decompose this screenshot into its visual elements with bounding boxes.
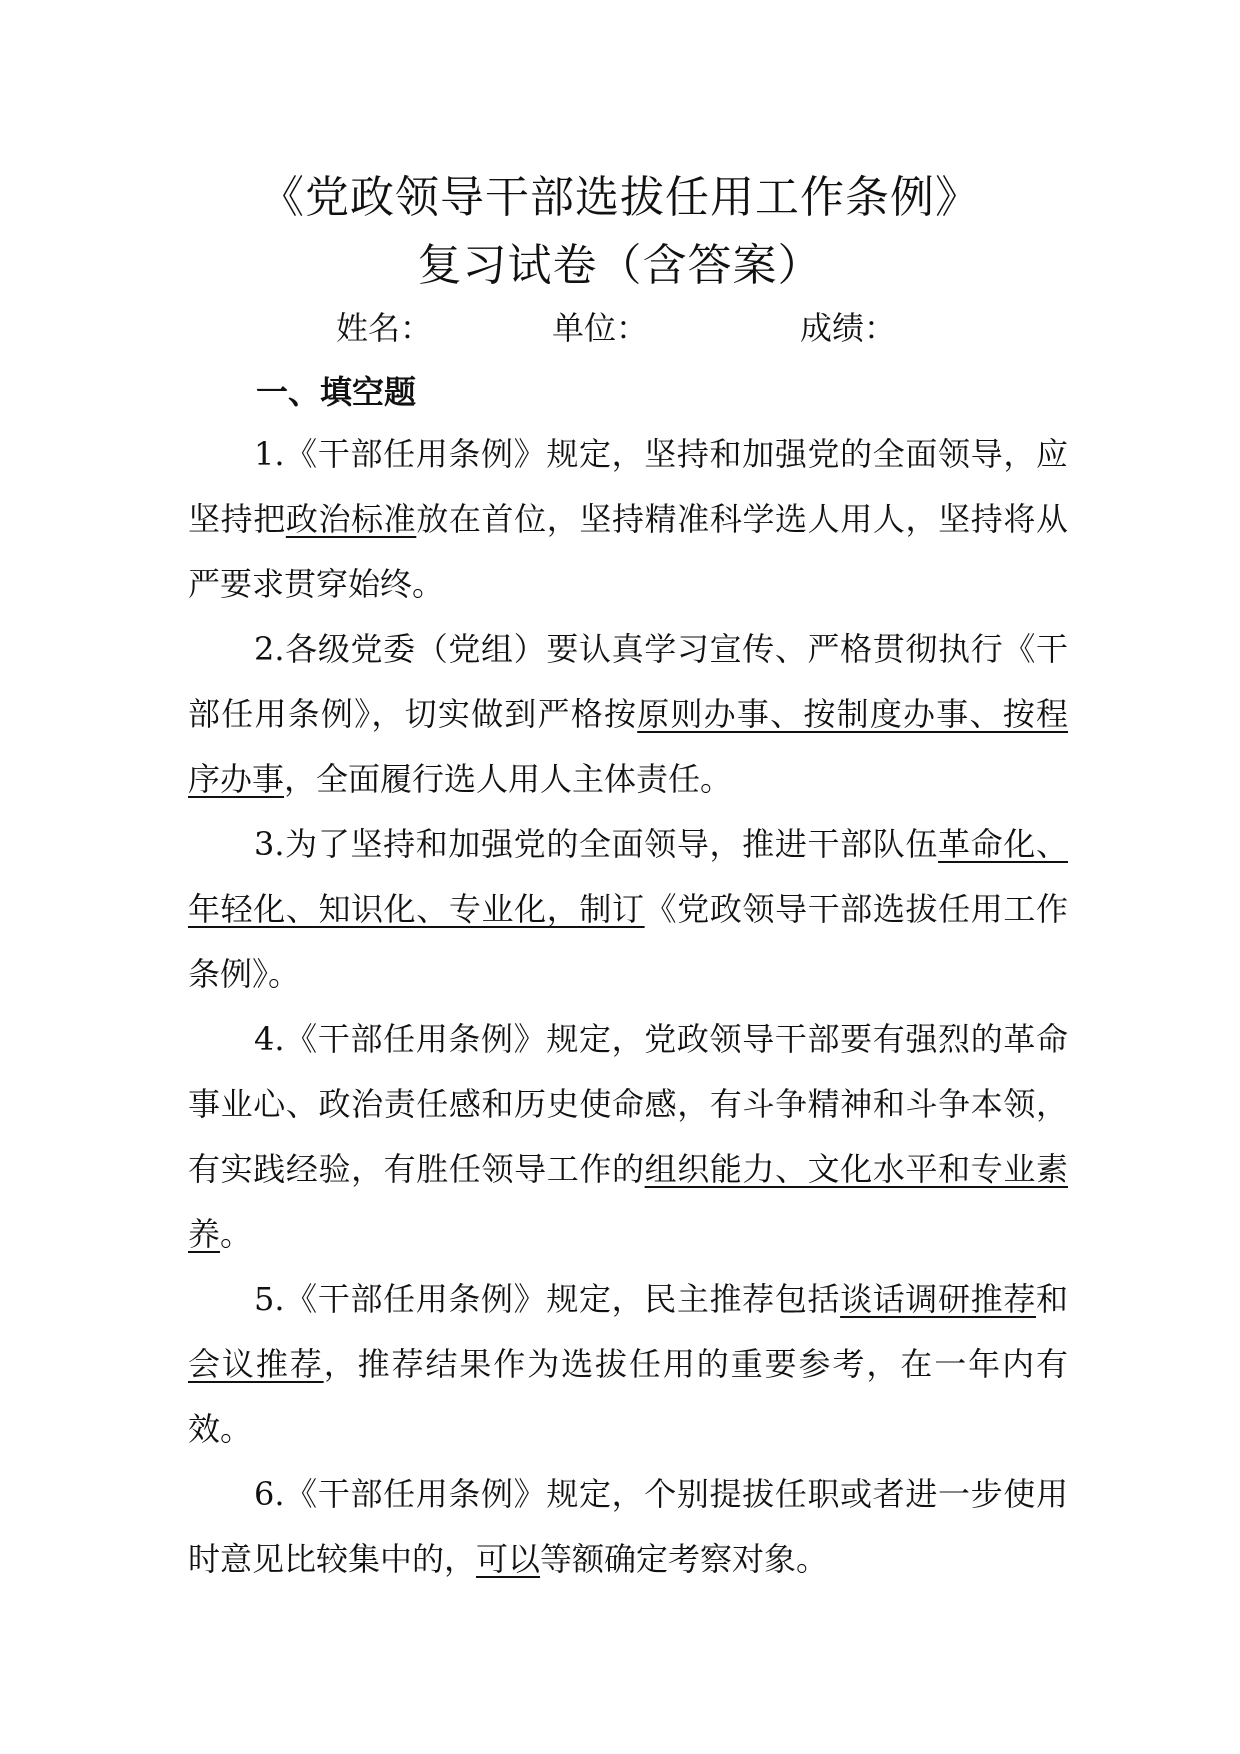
question-5 <box>188 1267 1068 1462</box>
section-heading: 一、填空题 <box>256 373 417 411</box>
question-text: 。 <box>220 1215 253 1253</box>
question-text: 4.《干部任用条例》规定，党政领导干部要有强烈的革命事业心、政治责任感和历史使命感，有斗争精神和斗争本领，有实践经验，有胜任领导工作的 <box>188 1020 1068 1188</box>
question-text: ，全面履行选人用人主体责任。 <box>284 760 733 798</box>
score-label: 成绩： <box>800 309 897 347</box>
question-answer: 组织能力、文化水平和专业素养 <box>188 1150 1068 1253</box>
document-title-line1: 《党政领导干部选拔任用工作条例》 <box>260 172 980 223</box>
question-text: 2.各级党委（党组）要认真学习宣传、严格贯彻执行《干部任用条例》，切实做到严格按 <box>188 630 1068 733</box>
question-answer: 会议推荐 <box>188 1345 324 1383</box>
question-text: 3.为了坚持和加强党的全面领导，推进干部队伍 <box>254 825 939 863</box>
question-answer: 可以 <box>476 1540 541 1578</box>
question-text: 6.《干部任用条例》规定，个别提拔任职或者进一步使用时意见比较集中的， <box>188 1475 1068 1578</box>
document-title-line2: 复习试卷（含答案） <box>417 240 823 291</box>
question-4 <box>188 1007 1068 1267</box>
question-3 <box>188 812 1068 1007</box>
question-text: 1.《干部任用条例》规定，坚持和加强党的全面领导，应坚持把 <box>188 435 1068 538</box>
question-text: 《党政领导干部选拔任用工作条例》。 <box>188 890 1068 993</box>
question-6 <box>188 1462 1068 1592</box>
question-text: 和 <box>1035 1280 1068 1318</box>
unit-label: 单位： <box>552 309 649 347</box>
question-1 <box>188 422 1068 617</box>
question-text: 放在首位，坚持精准科学选人用人，坚持将从严要求贯穿始终。 <box>188 500 1068 603</box>
question-answer: 政治标准 <box>285 500 417 538</box>
question-text: 5.《干部任用条例》规定，民主推荐包括 <box>254 1280 841 1318</box>
name-label: 姓名： <box>336 309 433 347</box>
question-answer: 谈话调研推荐 <box>840 1280 1036 1318</box>
question-text: 等额确定考察对象。 <box>540 1540 829 1578</box>
question-2 <box>188 617 1068 812</box>
question-answer: 革命化、年轻化、知识化、专业化，制订 <box>188 825 1068 928</box>
question-answer: 原则办事、按制度办事、按程序办事 <box>188 695 1068 798</box>
question-text: ，推荐结果作为选拔任用的重要参考，在一年内有效。 <box>188 1345 1068 1448</box>
